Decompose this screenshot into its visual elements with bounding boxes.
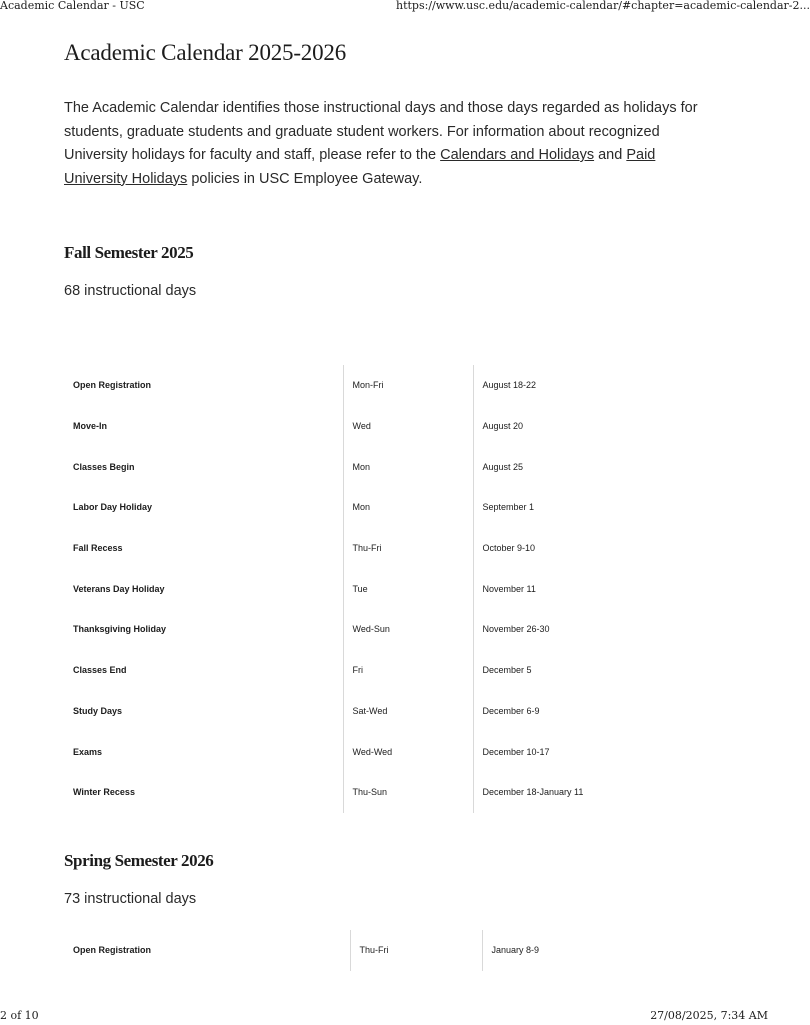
event-cell: Classes Begin — [73, 461, 135, 472]
calendars-and-holidays-link[interactable]: Calendars and Holidays — [440, 147, 595, 163]
fall-calendar-table — [64, 365, 695, 813]
event-cell: Study Days — [73, 705, 123, 716]
event-cell: Exams — [73, 746, 103, 757]
event-cell: Open Registration — [73, 380, 152, 391]
days-cell: Wed — [343, 406, 473, 447]
print-footer-page: 2 of 10 — [0, 1009, 39, 1022]
calendar-row — [64, 365, 695, 406]
days-cell: Mon — [343, 487, 473, 528]
calendar-row — [64, 772, 695, 813]
event-cell: Fall Recess — [73, 543, 123, 554]
days-cell: Wed-Wed — [343, 731, 473, 772]
calendar-row — [64, 487, 695, 528]
intro-paragraph — [64, 97, 714, 191]
dates-cell: August 25 — [473, 446, 695, 487]
calendar-row — [64, 568, 695, 609]
fall-semester-heading: Fall Semester 2025 — [64, 243, 194, 262]
event-cell: Winter Recess — [73, 787, 135, 798]
print-header — [0, 0, 810, 15]
event-cell: Labor Day Holiday — [73, 502, 153, 513]
event-cell: Open Registration — [73, 945, 152, 956]
calendar-row — [64, 930, 704, 971]
days-cell: Sat-Wed — [343, 691, 473, 732]
dates-cell: December 5 — [473, 650, 695, 691]
days-cell: Tue — [343, 568, 473, 609]
days-cell: Thu-Fri — [343, 528, 473, 569]
print-header-url: https://www.usc.edu/academic-calendar/#chapter=academic-calendar-2... — [396, 0, 810, 12]
days-cell: Thu-Sun — [343, 772, 473, 813]
calendar-row — [64, 691, 695, 732]
days-cell: Wed-Sun — [343, 609, 473, 650]
calendar-row — [64, 406, 695, 447]
dates-cell: November 11 — [473, 568, 695, 609]
dates-cell: October 9-10 — [473, 528, 695, 569]
days-cell: Mon-Fri — [343, 365, 473, 406]
days-cell: Mon — [343, 446, 473, 487]
calendar-row — [64, 731, 695, 772]
page-title: Academic Calendar 2025-2026 — [64, 40, 346, 65]
event-cell: Veterans Day Holiday — [73, 583, 165, 594]
dates-cell: August 20 — [473, 406, 695, 447]
dates-cell: November 26-30 — [473, 609, 695, 650]
paid-university-holidays-link[interactable]: Paid University Holidays — [64, 147, 656, 187]
days-cell: Fri — [343, 650, 473, 691]
event-cell: Thanksgiving Holiday — [73, 624, 167, 635]
event-cell: Move-In — [73, 421, 108, 432]
dates-cell: December 6-9 — [473, 691, 695, 732]
spring-instructional-days: 73 instructional days — [64, 891, 197, 907]
event-cell: Classes End — [73, 665, 127, 676]
fall-instructional-days: 68 instructional days — [64, 283, 197, 299]
calendar-row — [64, 609, 695, 650]
dates-cell: August 18-22 — [473, 365, 695, 406]
dates-cell: September 1 — [473, 487, 695, 528]
calendar-row — [64, 650, 695, 691]
spring-semester-heading: Spring Semester 2026 — [64, 851, 214, 870]
calendar-row — [64, 528, 695, 569]
dates-cell: December 10-17 — [473, 731, 695, 772]
dates-cell: December 18-January 11 — [473, 772, 695, 813]
intro-text: and — [594, 147, 627, 163]
days-cell: Thu-Fri — [350, 930, 482, 971]
calendar-row — [64, 446, 695, 487]
intro-text: policies in USC Employee Gateway. — [187, 170, 423, 187]
print-header-title: Academic Calendar - USC — [0, 0, 145, 12]
intro-text: The Academic Calendar identifies those instructional days and those days regarded as holidays for students, graduate students and graduate student workers. For information about recognized University holidays for faculty and staff, please refer to the — [64, 100, 698, 163]
spring-calendar-table — [64, 930, 704, 971]
dates-cell: January 8-9 — [482, 930, 704, 971]
print-footer-datetime: 27/08/2025, 7:34 AM — [650, 1009, 768, 1022]
print-footer — [0, 1009, 768, 1025]
